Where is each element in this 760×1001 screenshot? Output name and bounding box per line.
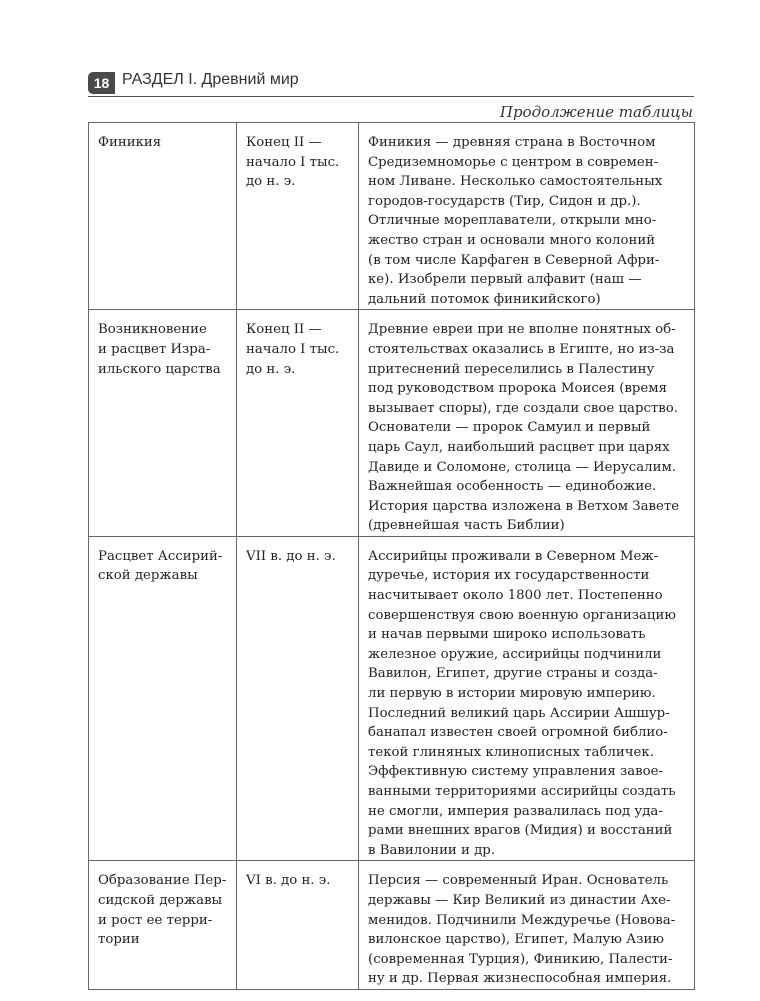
event-cell: Образование Пер- сидской державы и рост ее терри- тории [89,861,237,990]
page-number: 18 [88,72,115,94]
event-cell: Финикия [89,123,237,310]
date-cell: VI в. до н. э. [237,861,359,990]
page-header [88,70,694,97]
event-cell: Расцвет Ассирий- ской державы [89,536,237,861]
date-cell: Конец II — начало I тыс. до н. э. [237,310,359,537]
table-caption: Продолжение таблицы [499,103,693,121]
history-table [88,122,695,990]
date-cell: VII в. до н. э. [237,536,359,861]
table-row [89,123,695,310]
date-cell: Конец II — начало I тыс. до н. э. [237,123,359,310]
description-cell: Персия — современный Иран. Основатель державы — Кир Великий из династии Ахе- менидов. Подчинили Междуречье (Новова- вилонское царство), Египет, Малую Азию (современная Турция), Финикию, Палести- ну и др. Первая жизнеспособная империя. [359,861,695,990]
description-cell: Финикия — древняя страна в Восточном Средиземноморье с центром в современ- ном Ливане. Несколько самостоятельных городов-государств (Тир, Сидон и др.). Отличные мореплаватели, открыли мно- жество стран и основали много колоний (в том числе Карфаген в Северной Афри- ке). Изобрели первый алфавит (наш — дальний потомок финикийского) [359,123,695,310]
section-title: РАЗДЕЛ I. Древний мир [122,71,299,88]
description-cell: Ассирийцы проживали в Северном Меж- дуречье, история их государственности насчитывает около 1800 лет. Постепенно совершенствуя свою военную организацию и начав первыми широко использовать железное оружие, ассирийцы подчинили Вавилон, Египет, другие страны и созда- ли первую в истории мировую империю. Последний великий царь Ассирии Ашшур- банапал известен своей огромной библио- текой глиняных клинописных табличек. Эффективную систему управления завое- ванными территориями ассирийцы создать не смогли, империя развалилась под уда- рами внешних врагов (Мидия) и восстаний в Вавилонии и др. [359,536,695,861]
table-row [89,861,695,990]
description-cell: Древние евреи при не вполне понятных об- стоятельствах оказались в Египте, но из-за притеснений переселились в Палестину под руководством пророка Моисея (время вызывает споры), где создали свое царство. Основатели — пророк Самуил и первый царь Саул, наибольший расцвет при царях Давиде и Соломоне, столица — Иерусалим. Важнейшая особенность — единобожие. История царства изложена в Ветхом Завете (древнейшая часть Библии) [359,310,695,537]
table-row [89,310,695,537]
table-row [89,536,695,861]
event-cell: Возникновение и расцвет Изра- ильского царства [89,310,237,537]
